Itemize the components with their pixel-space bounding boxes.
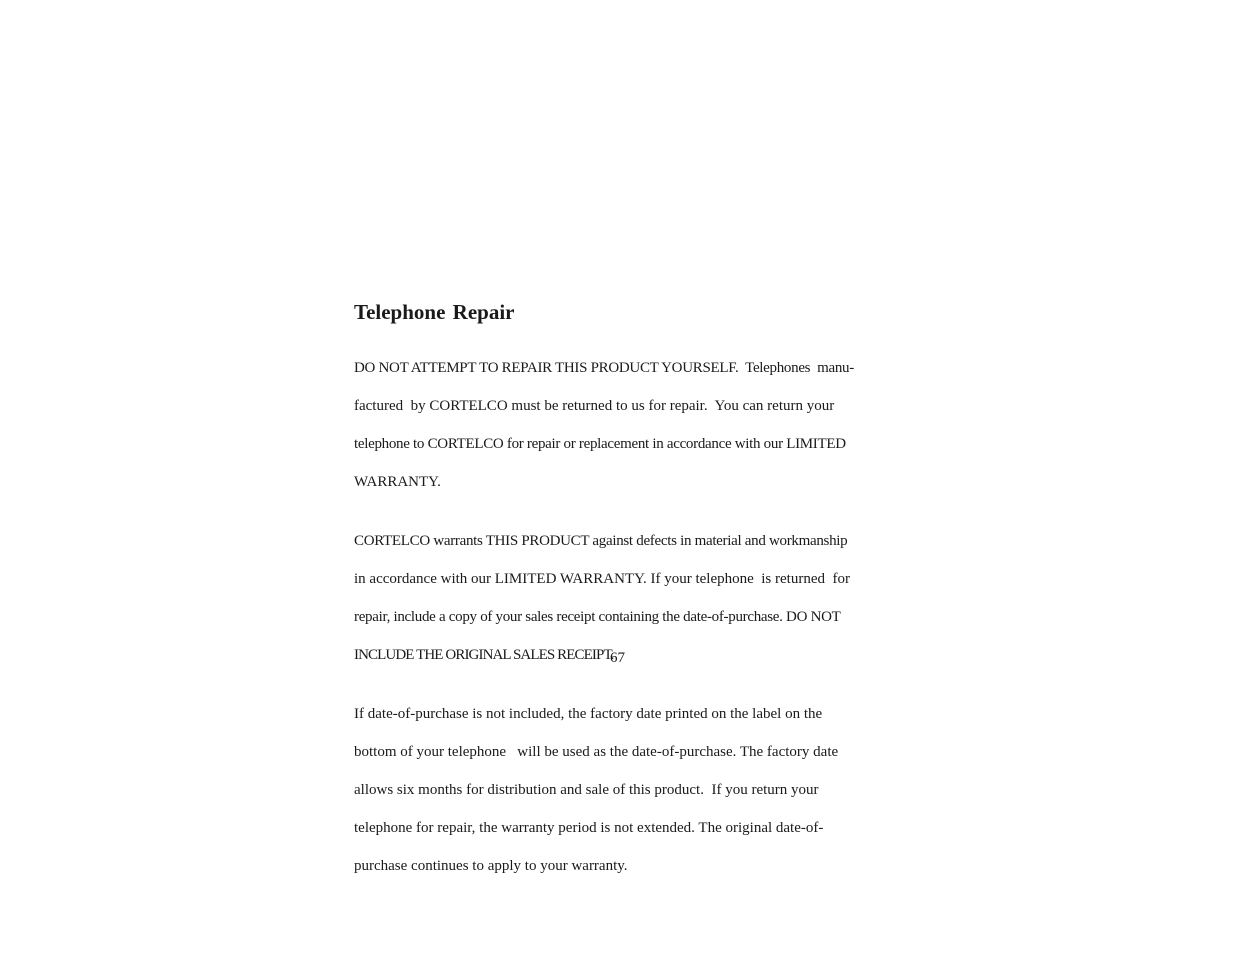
content-block — [354, 298, 884, 897]
text-line: WARRANTY. — [354, 474, 441, 490]
text-line: If date-of-purchase is not included, the factory date printed on the label on the — [354, 706, 823, 722]
text-line: factured by CORTELCO must be returned to us for repair. You can return your — [354, 398, 835, 414]
text-line: purchase continues to apply to your warranty. — [354, 858, 628, 874]
page-number: 67 — [610, 650, 625, 666]
text-line: DO NOT ATTEMPT TO REPAIR THIS PRODUCT YOURSELF. Telephones manu- — [354, 360, 854, 376]
text-line: telephone for repair, the warranty period is not extended. The original date-of- — [354, 820, 824, 836]
text-line: allows six months for distribution and sale of this product. If you return your — [354, 782, 819, 798]
text-line: INCLUDE THE ORIGINAL SALES RECEIPT. — [354, 647, 614, 663]
paragraph-do-not-repair — [354, 340, 884, 511]
text-line: CORTELCO warrants THIS PRODUCT against defects in material and workmanship — [354, 533, 848, 549]
section-title: Telephone Repair — [354, 300, 515, 324]
text-line: in accordance with our LIMITED WARRANTY. If your telephone is returned for — [354, 571, 850, 587]
text-line: telephone to CORTELCO for repair or replacement in accordance with our LIMITED — [354, 436, 846, 452]
text-line: repair, include a copy of your sales receipt containing the date-of-purchase. DO NOT — [354, 609, 841, 625]
paragraph-date-of-purchase — [354, 686, 884, 895]
text-line: bottom of your telephone will be used as the date-of-purchase. The factory date — [354, 744, 839, 760]
